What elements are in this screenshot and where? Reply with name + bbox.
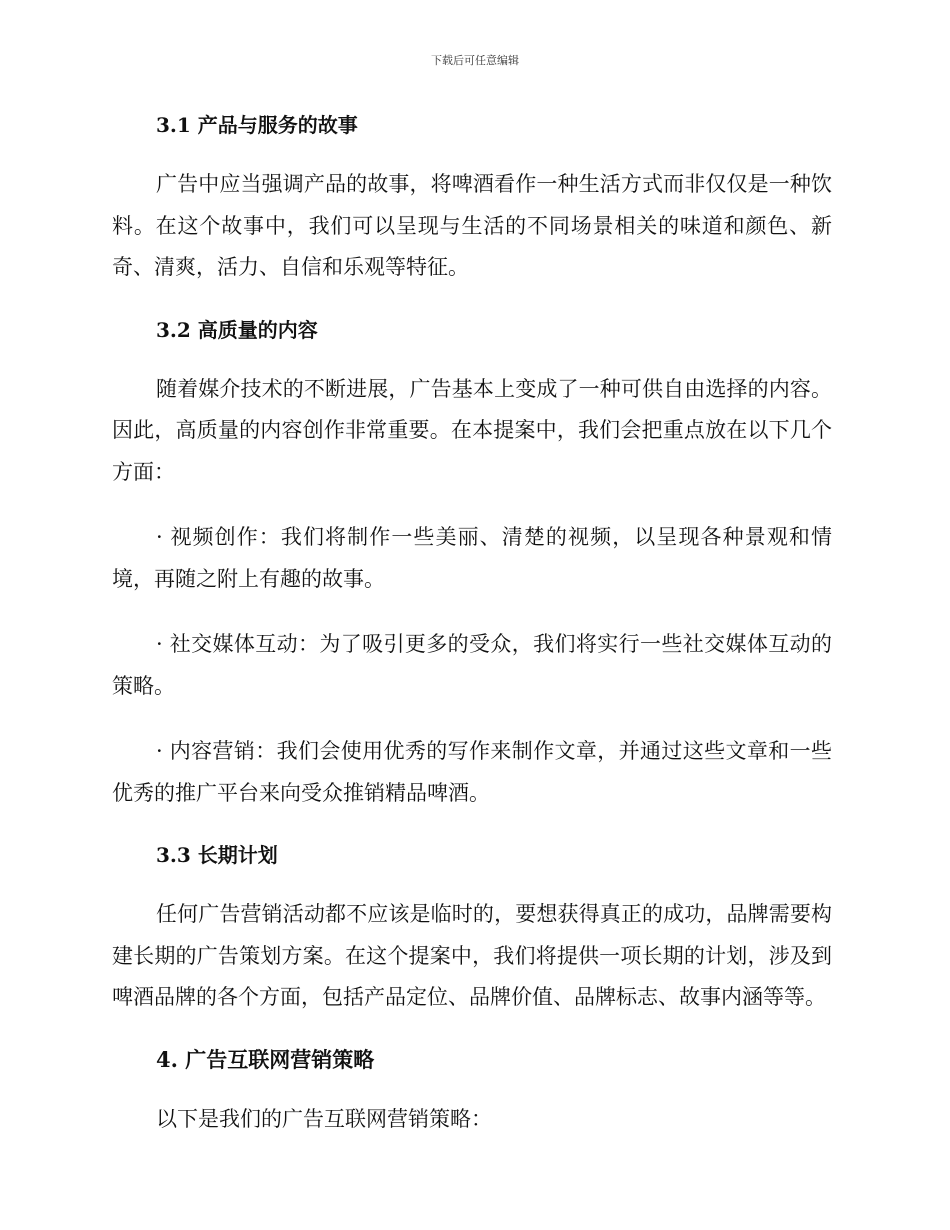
section-heading-4: 4. 广告互联网营销策略 <box>156 1046 375 1072</box>
bullet-video-creation: · 视频创作：我们将制作一些美丽、清楚的视频，以呈现各种景观和情境，再随之附上有趣的故事。 <box>112 525 832 591</box>
document-body <box>112 108 832 1164</box>
bullet-social-media: · 社交媒体互动：为了吸引更多的受众，我们将实行一些社交媒体互动的策略。 <box>112 632 832 698</box>
section-heading-3-2: 3.2 高质量的内容 <box>156 317 318 342</box>
paragraph-internet-strategy-intro: 以下是我们的广告互联网营销策略： <box>156 1106 492 1131</box>
page-header: 下载后可任意编辑 <box>431 54 519 67</box>
paragraph-quality-content: 随着媒介技术的不断进展，广告基本上变成了一种可供自由选择的内容。因此，高质量的内容创作非常重要。在本提案中，我们会把重点放在以下几个方面： <box>112 376 832 484</box>
paragraph-long-term-plan: 任何广告营销活动都不应该是临时的，要想获得真正的成功，品牌需要构建长期的广告策划方案。在这个提案中，我们将提供一项长期的计划，涉及到啤酒品牌的各个方面，包括产品定位、品牌价值、品牌标志、故事内涵等等。 <box>112 902 832 1009</box>
section-heading-3-3: 3.3 长期计划 <box>156 843 278 867</box>
paragraph-product-story: 广告中应当强调产品的故事，将啤酒看作一种生活方式而非仅仅是一种饮料。在这个故事中，我们可以呈现与生活的不同场景相关的味道和颜色、新奇、清爽，活力、自信和乐观等特征。 <box>112 172 832 279</box>
section-heading-3-1: 3.1 产品与服务的故事 <box>156 113 358 137</box>
bullet-content-marketing: · 内容营销：我们会使用优秀的写作来制作文章，并通过这些文章和一些优秀的推广平台来向受众推销精品啤酒。 <box>112 739 832 805</box>
